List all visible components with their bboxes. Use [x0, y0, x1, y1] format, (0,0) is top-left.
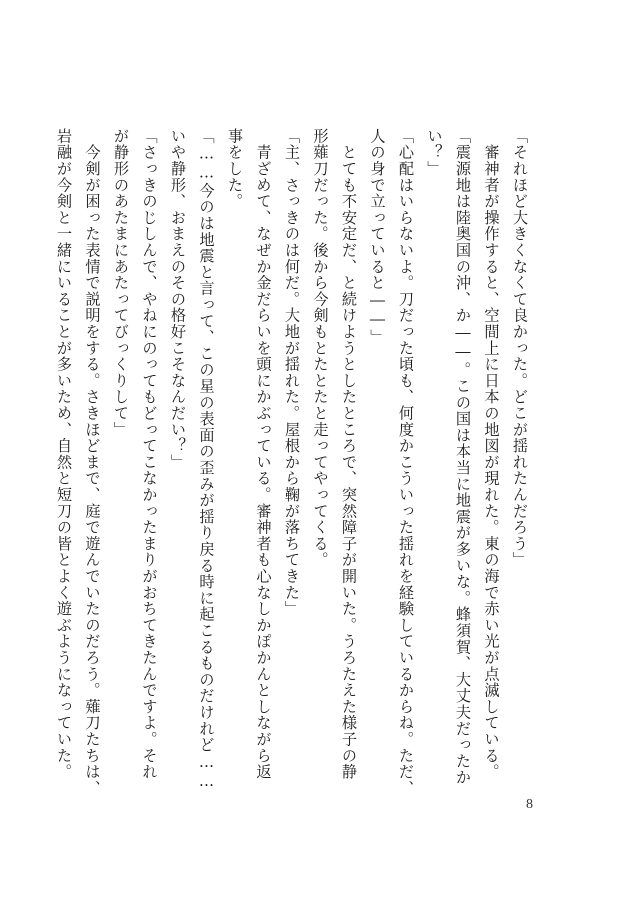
text-line: 青ざめて、なぜか金だらいを頭にかぶっている。審神者も心なしかぽかんとしながら返: [254, 128, 273, 780]
text-line: 「主、さっきのは何だ。大地が揺れた。屋根から鞠が落ちてきた」: [283, 128, 301, 617]
text-line: 審神者が操作すると、空間上に日本の地図が現れた。東の海で赤い光が点滅している。: [482, 128, 501, 780]
text-line: 「……今のは地震と言って、この星の表面の歪みが揺り戻る時に起こるものだけれど……: [197, 128, 216, 792]
text-line: い？」: [425, 128, 444, 177]
vertical-text-block: [50, 128, 535, 797]
text-line: 「さっきのじしんで、やねにのってもどってこなかったまりがおちてきたんですよ。それ: [140, 128, 159, 780]
text-line: 岩融が今剣と一緒にいることが多いため、自然と短刀の皆とよく遊ぶようになっていた。: [55, 128, 73, 780]
text-line: 事をした。: [226, 128, 244, 210]
text-line: が静形のあたまにあたってびっくりして」: [112, 128, 130, 438]
text-line: 「震源地は陸奥国の沖、か――。この国は本当に地震が多いな。蜂須賀、大丈夫だったか: [454, 128, 472, 786]
page-number: 8: [526, 797, 533, 812]
text-line: 「心配はいらないよ。刀だった頃も、何度かこういった揺れを経験しているからね。ただ、: [397, 128, 415, 797]
text-line: いや静形、おまえのその格好こそなんだい？」: [169, 128, 187, 471]
text-line: 「それほど大きくなくて良かった。どこが揺れたんだろう」: [511, 128, 529, 569]
text-line: 人の身で立っていると――」: [368, 128, 387, 346]
text-line: 今剣が困った表情で説明をする。さきほどまで、庭で遊んでいたのだろう。薙刀たちは、: [83, 128, 102, 797]
text-line: とても不安定だ、と続けようとしたところで、突然障子が開いた。うろたえた様子の静: [340, 128, 358, 780]
text-line: 形薙刀だった。後から今剣もとたとたと走ってやってくる。: [311, 128, 330, 569]
